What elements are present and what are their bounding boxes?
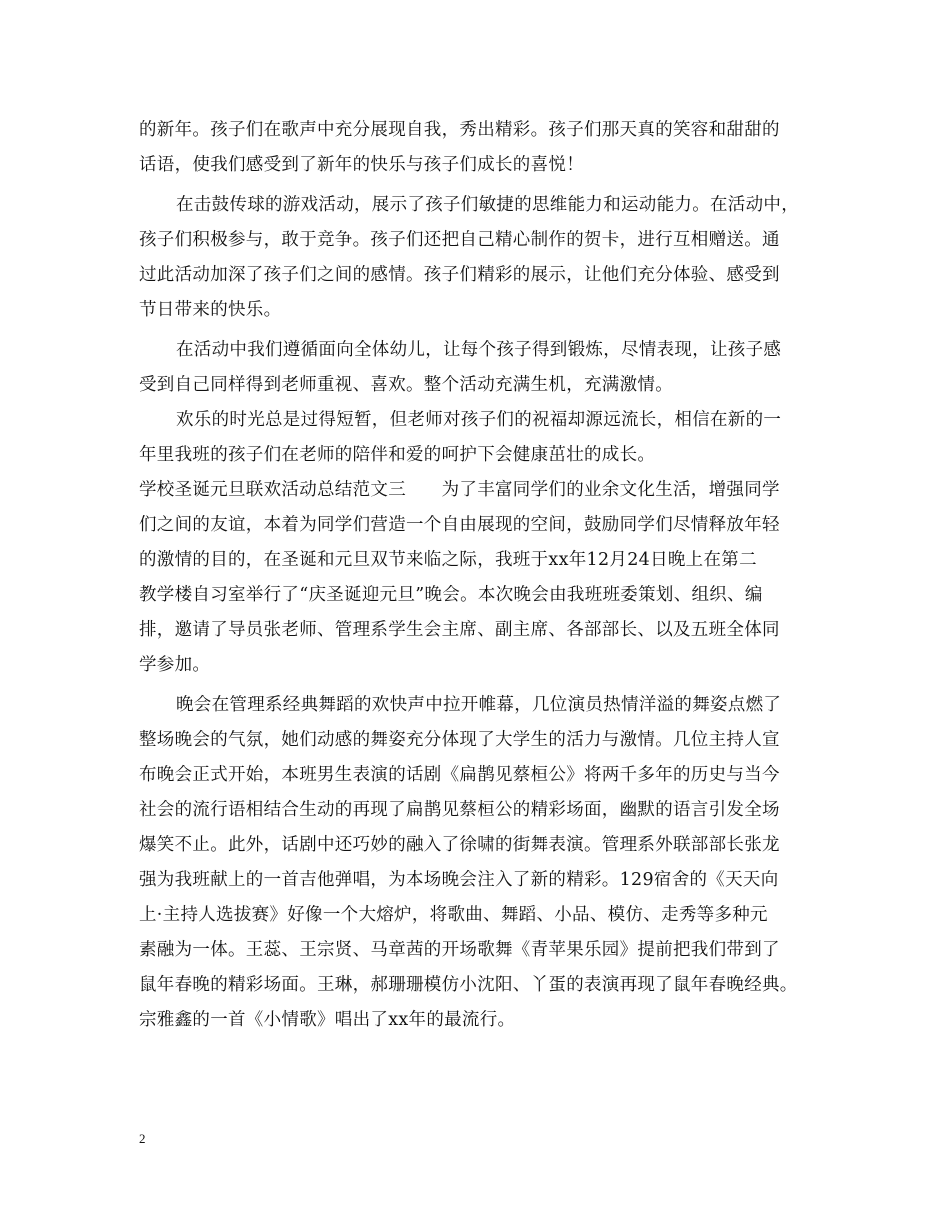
text-line: 的激情的目的，在圣诞和元旦双节来临之际，我班于xx年12月24日晚上在第二: [139, 550, 757, 570]
text-line: 话语，使我们感受到了新年的快乐与孩子们成长的喜悦！: [139, 155, 584, 175]
text-line: 爆笑不止。此外，话剧中还巧妙的融入了徐啸的街舞表演。管理系外联部部长张龙: [139, 835, 780, 855]
text-line: 受到自己同样得到老师重视、喜欢。整个活动充满生机，充满激情。: [139, 375, 673, 395]
paragraph-first-line: 晚会在管理系经典舞蹈的欢快声中拉开帷幕，几位演员热情洋溢的舞姿点燃了: [176, 695, 782, 715]
text-line: 学参加。: [139, 655, 211, 675]
section-heading-line: 学校圣诞元旦联欢活动总结范文三 为了丰富同学们的业余文化生活，增强同学: [139, 480, 780, 500]
text-line: 社会的流行语相结合生动的再现了扁鹊见蔡桓公的精彩场面，幽默的语言引发全场: [139, 800, 780, 820]
paragraph-first-line: 欢乐的时光总是过得短暂，但老师对孩子们的祝福却源远流长，相信在新的一: [176, 410, 782, 430]
text-line: 年里我班的孩子们在老师的陪伴和爱的呵护下会健康茁壮的成长。: [139, 445, 656, 465]
text-line: 排，邀请了导员张老师、管理系学生会主席、副主席、各部部长、以及五班全体同: [139, 620, 780, 640]
text-line: 过此活动加深了孩子们之间的感情。孩子们精彩的展示，让他们充分体验、感受到: [139, 265, 780, 285]
page-number: 2: [139, 1131, 146, 1146]
text-line: 强为我班献上的一首吉他弹唱，为本场晚会注入了新的精彩。129宿舍的《天天向: [139, 870, 779, 890]
text-line: 上·主持人选拔赛》好像一个大熔炉，将歌曲、舞蹈、小品、模仿、走秀等多种元: [139, 905, 768, 925]
text-line: 整场晚会的气氛，她们动感的舞姿充分体现了大学生的活力与激情。几位主持人宣: [139, 730, 780, 750]
text-line: 鼠年春晚的精彩场面。王琳，郝珊珊模仿小沈阳、丫蛋的表演再现了鼠年春晚经典。: [139, 975, 798, 995]
paragraph-first-line: 在击鼓传球的游戏活动，展示了孩子们敏捷的思维能力和运动能力。在活动中，: [176, 195, 799, 215]
text-line: 的新年。孩子们在歌声中充分展现自我，秀出精彩。孩子们那天真的笑容和甜甜的: [139, 120, 780, 140]
text-line: 们之间的友谊，本着为同学们营造一个自由展现的空间，鼓励同学们尽情释放年轻: [139, 515, 780, 535]
paragraph-first-line: 在活动中我们遵循面向全体幼儿，让每个孩子得到锻炼，尽情表现，让孩子感: [176, 340, 782, 360]
text-line: 节日带来的快乐。: [139, 300, 282, 320]
text-line: 布晚会正式开始，本班男生表演的话剧《扁鹊见蔡桓公》将两千多年的历史与当今: [139, 765, 780, 785]
text-line: 孩子们积极参与，敢于竞争。孩子们还把自己精心制作的贺卡，进行互相赠送。通: [139, 230, 780, 250]
text-line: 素融为一体。王蕊、王宗贤、马章茜的开场歌舞《青苹果乐园》提前把我们带到了: [139, 940, 780, 960]
text-line: 宗雅鑫的一首《小情歌》唱出了xx年的最流行。: [139, 1010, 516, 1030]
text-line: 教学楼自习室举行了“庆圣诞迎元旦”晚会。本次晚会由我班班委策划、组织、编: [139, 585, 763, 605]
